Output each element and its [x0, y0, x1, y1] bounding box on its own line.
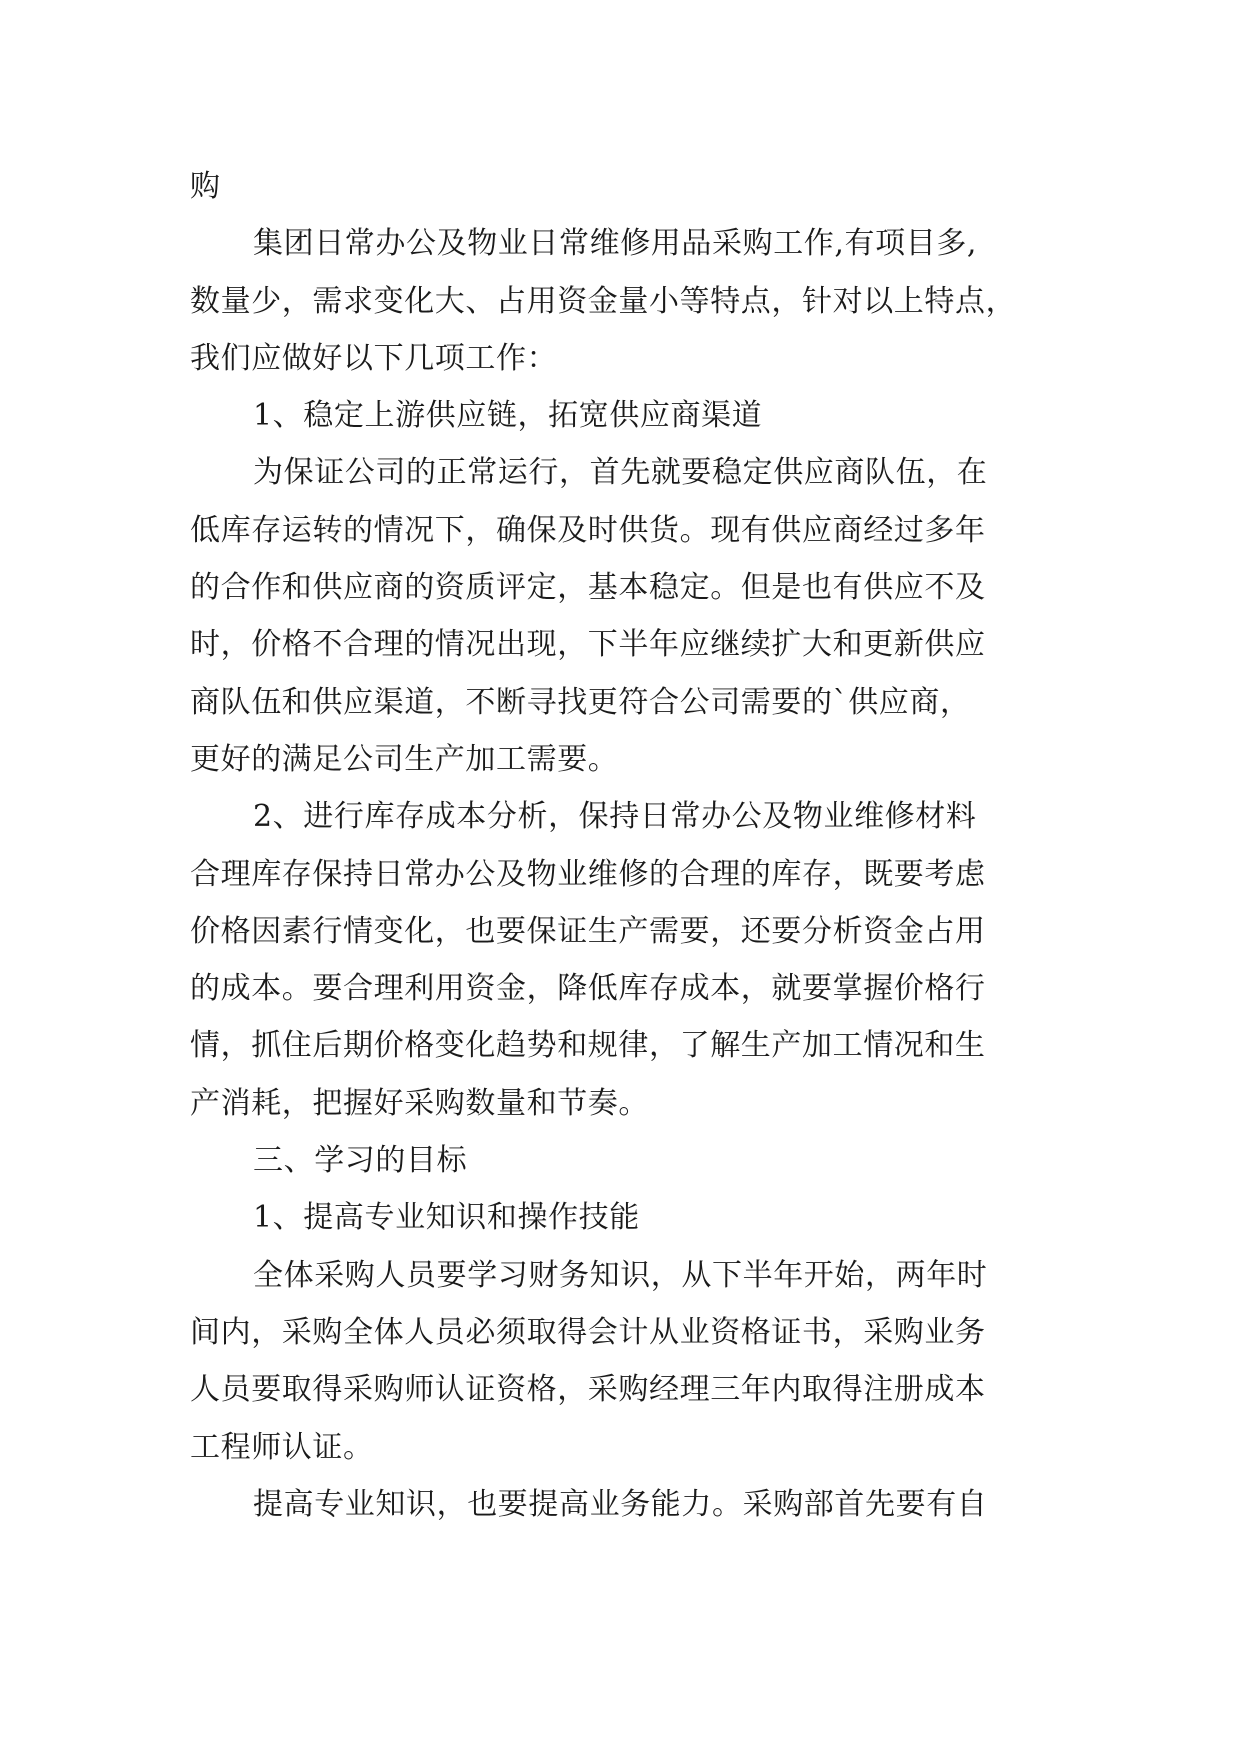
- paragraph-first-line: 提高专业知识，也要提高业务能力。采购部首先要有自: [253, 1486, 988, 1522]
- text-line: 合理库存保持日常办公及物业维修的合理的库存，既要考虑: [190, 856, 986, 892]
- section-heading: 1、稳定上游供应链，拓宽供应商渠道: [253, 398, 763, 434]
- paragraph-first-line: 集团日常办公及物业日常维修用品采购工作,有项目多,: [253, 226, 978, 262]
- text-line: 更好的满足公司生产加工需要。: [190, 741, 619, 777]
- text-line: 产消耗，把握好采购数量和节奏。: [190, 1085, 649, 1121]
- paragraph-first-line: 全体采购人员要学习财务知识，从下半年开始，两年时: [253, 1257, 988, 1293]
- section-heading: 2、进行库存成本分析，保持日常办公及物业维修材料: [253, 799, 977, 835]
- text-line: 的合作和供应商的资质评定，基本稳定。但是也有供应不及: [190, 570, 986, 606]
- text-line: 情，抓住后期价格变化趋势和规律，了解生产加工情况和生: [190, 1028, 986, 1064]
- text-line: 人员要取得采购师认证资格，采购经理三年内取得注册成本: [190, 1372, 986, 1408]
- text-line: 低库存运转的情况下，确保及时供货。现有供应商经过多年: [190, 512, 986, 548]
- text-line: 数量少，需求变化大、占用资金量小等特点，针对以上特点，: [190, 283, 1017, 319]
- text-line: 我们应做好以下几项工作：: [190, 340, 558, 376]
- text-line: 商队伍和供应渠道，不断寻找更符合公司需要的`供应商，: [190, 684, 971, 720]
- text-line: 价格因素行情变化，也要保证生产需要，还要分析资金占用: [190, 913, 986, 949]
- section-heading: 三、学习的目标: [253, 1143, 468, 1179]
- text-line: 的成本。要合理利用资金，降低库存成本，就要掌握价格行: [190, 971, 986, 1007]
- text-line: 工程师认证。: [190, 1429, 374, 1465]
- text-line: 时，价格不合理的情况出现，下半年应继续扩大和更新供应: [190, 627, 986, 663]
- paragraph-first-line: 为保证公司的正常运行，首先就要稳定供应商队伍，在: [253, 455, 988, 491]
- document-body: [190, 158, 1090, 1533]
- section-heading: 1、提高专业知识和操作技能: [253, 1200, 640, 1236]
- text-line: 购: [190, 169, 221, 204]
- text-line: 间内，采购全体人员必须取得会计从业资格证书，采购业务: [190, 1314, 986, 1350]
